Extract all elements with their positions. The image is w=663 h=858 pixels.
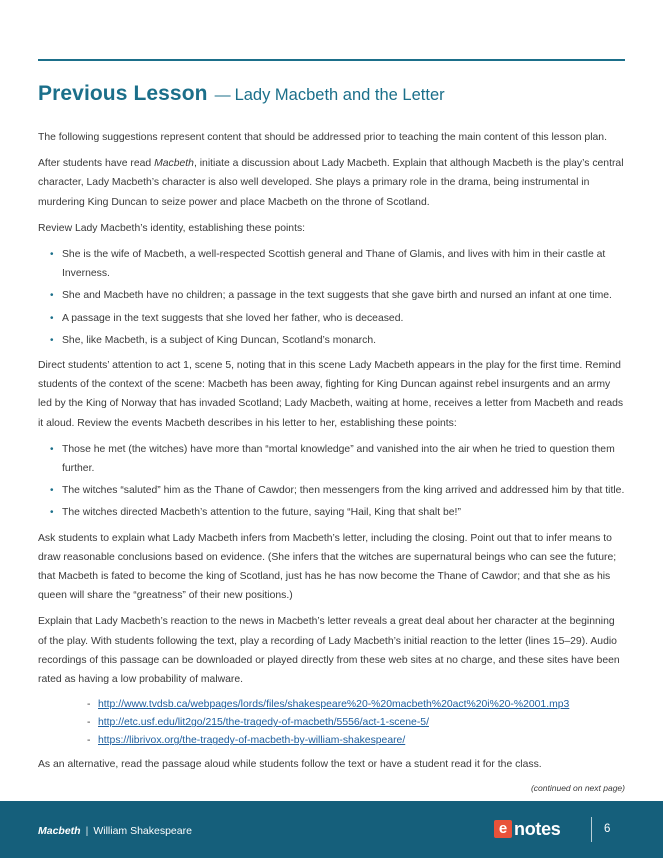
bullet-icon: • [50,485,54,497]
letter-events-list [38,440,625,523]
review-paragraph: Review Lady Macbeth’s identity, establishing these points: [38,222,306,234]
librivox-link[interactable]: https://librivox.org/the-tragedy-of-macbeth-by-william-shakespeare/ [98,735,406,747]
footer-title [38,825,192,837]
list-item: • Those he met (the witches) have more than “mortal knowledge” and vanished into the air when he tried to question them further. [38,440,625,478]
discussion-paragraph: After students have read Macbeth, initiate a discussion about Lady Macbeth. Explain that although Macbeth is the play’s central character, Lady Macbeth’s character is also well developed. She plays a primary role in the drama, being instrumental in murdering King Duncan to seize power and place Macbeth on the throne of Scotland. [38,158,624,208]
footer-separator: | [85,825,89,837]
author-name: William Shakespeare [93,825,192,837]
scene-paragraph: Direct students’ attention to act 1, scene 5, noting that in this scene Lady Macbeth appears in the play for the first time. Remind students of the context of the scene: Macbeth has been away, fighting for King Duncan against rebel insurgents and an army led by the King of Norway that has invaded Scotland; Lady Macbeth, waiting at home, receives a letter from Macbeth and reads it aloud. Review the events Macbeth describes in his letter to her, establishing these points: [38,360,624,429]
bullet-icon: • [50,334,54,346]
page-number: 6 [604,823,611,835]
continued-note: (continued on next page) [530,783,625,793]
page-heading [38,82,445,106]
infer-paragraph: Ask students to explain what Lady Macbeth infers from Macbeth’s letter, including the closing. Point out that to infer means to draw reasonable conclusions based on evidence. (She infers that the witches are supernatural beings who can see the future; that Macbeth is fated to become the king of Scotland, just has he has now become the Thane of Cawdor; and that she as his queen will share the “greatness” of their new positions.) [38,532,617,602]
link-item: - http://etc.usf.edu/lit2go/215/the-tragedy-of-macbeth/5556/act-1-scene-5/ [87,717,429,729]
lesson-content [38,128,625,781]
top-rule [38,59,625,61]
usf-lit2go-link[interactable]: http://etc.usf.edu/lit2go/215/the-tragedy-of-macbeth/5556/act-1-scene-5/ [98,717,429,729]
footer-bar [0,801,663,858]
footer-divider [591,817,592,842]
identity-list [38,245,625,350]
enotes-logo[interactable] [494,819,561,839]
intro-paragraph: The following suggestions represent content that should be addressed prior to teaching the main content of this lesson plan. [38,132,607,143]
title-dash: — [214,87,231,104]
alternative-paragraph: As an alternative, read the passage aloud while students follow the text or have a student read it for the class. [38,759,542,771]
bullet-icon: • [50,290,54,302]
bullet-icon: • [50,443,54,455]
enotes-e-icon: e [494,820,512,838]
list-item: • A passage in the text suggests that she loved her father, who is deceased. [38,309,625,328]
list-item: • The witches directed Macbeth’s attention to the future, saying “Hail, King that shalt be!” [38,503,625,522]
bullet-icon: • [50,507,54,519]
page-subtitle: Lady Macbeth and the Letter [234,86,445,104]
link-item: - https://librivox.org/the-tragedy-of-macbeth-by-william-shakespeare/ [87,735,406,747]
list-item: • She and Macbeth have no children; a passage in the text suggests that she gave birth and nursed an infant at one time. [38,286,625,305]
audio-paragraph: Explain that Lady Macbeth’s reaction to the news in Macbeth’s letter reveals a great deal about her character at the beginning of the play. With students following the text, play a recording of Lady Macbeth’s initial reaction to the letter (lines 15–29). Audio recordings of this passage can be downloaded or played directly from these web sites at no charge, and these sites have been rated as having a low probability of malware. [38,616,620,686]
list-item: • She is the wife of Macbeth, a well-respected Scottish general and Thane of Glamis, and lives with him in their castle at Inverness. [38,245,625,283]
audio-links-list [38,696,625,750]
page-title: Previous Lesson [38,82,208,105]
list-item: • She, like Macbeth, is a subject of King Duncan, Scotland’s monarch. [38,331,625,350]
tvdsb-audio-link[interactable]: http://www.tvdsb.ca/webpages/lords/files/shakespeare%20-%20macbeth%20act%20i%20-%2001.mp3 [98,699,570,711]
link-item: - http://www.tvdsb.ca/webpages/lords/files/shakespeare%20-%20macbeth%20act%20i%20-%2001.mp3 [87,699,570,711]
bullet-icon: • [50,249,54,261]
bullet-icon: • [50,312,54,324]
list-item: • The witches “saluted” him as the Thane of Cawdor; then messengers from the king arrived and addressed him by that title. [38,481,625,500]
enotes-wordmark: notes [514,818,561,839]
play-title-italic: Macbeth [154,158,194,170]
book-title: Macbeth [38,825,81,837]
